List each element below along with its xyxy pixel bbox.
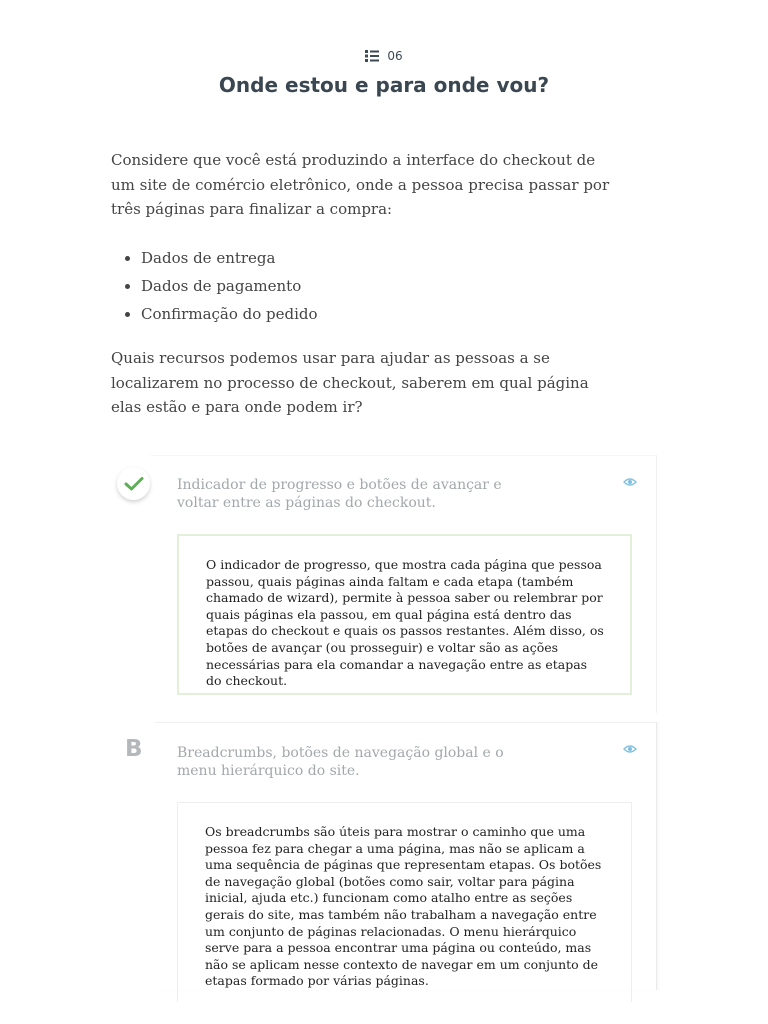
option-text: Breadcrumbs, botões de navegação global e o menu hierárquico do site. [177,745,504,779]
checkout-steps-list [111,244,318,328]
option-text: Indicador de progresso e botões de avançar e voltar entre as páginas do checkout. [177,477,502,511]
list-icon [365,49,379,63]
eye-icon[interactable] [623,477,637,487]
list-item: • Dados de pagamento [141,272,318,300]
question-number-row [365,49,402,63]
list-item: • Dados de entrega [141,244,318,272]
eye-icon[interactable] [623,744,637,754]
list-item: • Confirmação do pedido [141,300,318,328]
option-feedback: Os breadcrumbs são úteis para mostrar o caminho que uma pessoa fez para chegar a uma página, mas não se aplicam a uma sequência de páginas que representam etapas. Os botões de navegação global (botões como sair, voltar para página inicial, ajuda etc.) funcionam como atalho entre as seções gerais do site, mas também não trabalham a navegação entre um conjunto de páginas relacionadas. O menu hierárquico serve para a pessoa encontrar uma página ou conteúdo, mas não se aplicam nesse contexto de navegar em um conjunto de etapas formado por várias páginas. [177,802,632,1002]
check-icon [124,476,144,492]
answer-option-a[interactable] [111,455,657,713]
question-number: 06 [387,49,403,63]
question-intro: Considere que você está produzindo a interface do checkout de um site de comércio eletrônico, onde a pessoa precisa passar por três páginas para finalizar a compra: [111,151,610,218]
question-title: Onde estou e para onde vou? [218,73,550,97]
option-letter: B [125,736,143,762]
answer-option-b[interactable] [111,722,657,990]
correct-marker [117,467,150,500]
question-prompt: Quais recursos podemos usar para ajudar as pessoas a se localizarem no processo de checkout, saberem em qual página elas estão e para onde podem ir? [111,349,589,416]
option-feedback: O indicador de progresso, que mostra cada página que pessoa passou, quais páginas ainda faltam e cada etapa (também chamado de wizard), permite à pessoa saber ou relembrar por quais páginas ela passou, em qual página está dentro das etapas do checkout e quais os passos restantes. Além disso, os botões de avançar (ou prosseguir) e voltar são as ações necessárias para ela comandar a navegação entre as etapas do checkout. [177,534,632,695]
question-header [0,48,768,97]
